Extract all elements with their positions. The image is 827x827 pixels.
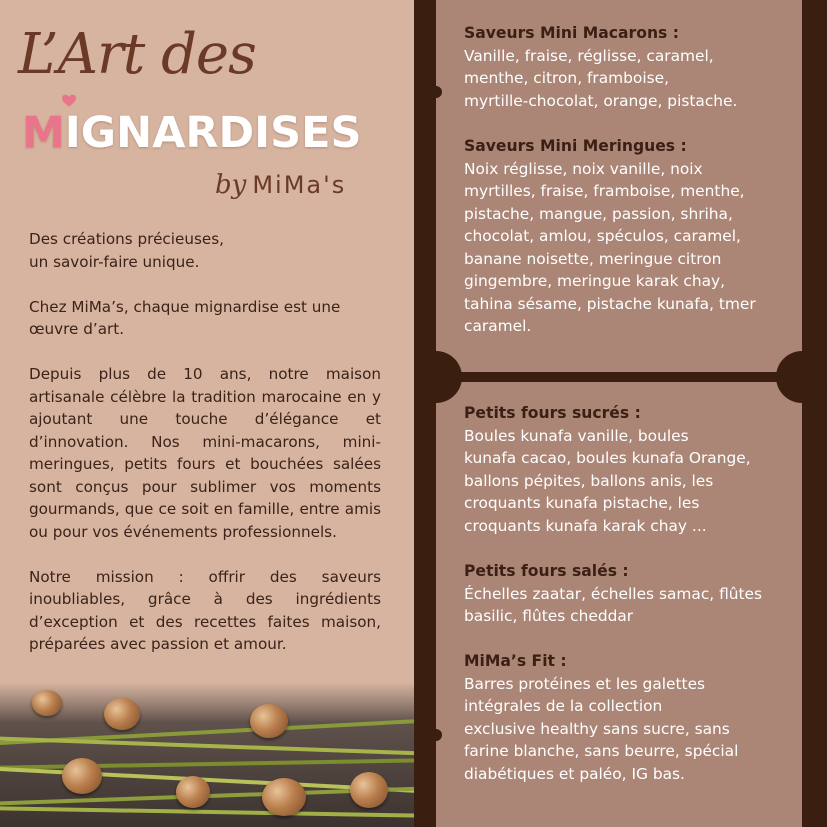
right-panel xyxy=(414,0,827,827)
section-mimas-fit xyxy=(464,650,789,785)
heart-icon xyxy=(62,94,76,108)
section-meringues xyxy=(464,135,789,338)
kunafa-ball xyxy=(32,690,62,716)
kunafa-ball xyxy=(262,778,306,816)
section-title: Petits fours salés : xyxy=(464,562,629,580)
kunafa-ball xyxy=(176,776,210,808)
logo-brand: MiMa's xyxy=(252,171,347,199)
logo-script-title: L’Art des xyxy=(18,22,256,87)
section-petits-fours-sales xyxy=(464,560,789,628)
kunafa-ball xyxy=(250,704,288,738)
section-body: Échelles zaatar, échelles samac, flûtes basilic, flûtes cheddar xyxy=(464,584,763,625)
intro-paragraph-1: Des créations précieuses, un savoir-faire unique. xyxy=(29,230,224,271)
logo-mignardises-initial: M xyxy=(22,108,65,158)
kunafa-ball xyxy=(350,772,388,808)
section-title: Saveurs Mini Meringues : xyxy=(464,137,687,155)
stem xyxy=(0,758,414,770)
section-title: MiMa’s Fit : xyxy=(464,652,567,670)
section-body: Boules kunafa vanille, boules kunafa cacao, boules kunafa Orange, ballons pépites, ballons anis, les croquants kunafa pistache, les croquants kunafa karak chay ... xyxy=(464,426,751,535)
logo-mignardises xyxy=(22,108,361,158)
section-body: Vanille, fraise, réglisse, caramel, menthe, citron, framboise, myrtille-chocolat, orange, pistache. xyxy=(464,46,738,110)
logo-byline xyxy=(215,170,346,200)
kunafa-ball xyxy=(104,698,140,730)
intro-paragraph-3: Depuis plus de 10 ans, notre maison artisanale célèbre la tradition marocaine en y ajoutant une touche d’élégance et d’innovation. Nos mini-macarons, mini-meringues, petits fours et bouchées salées sont conçus pour sublimer vos moments gourmands, que ce soit en famille, entre amis ou pour vos événements professionnels. xyxy=(29,365,381,541)
section-petits-fours-sucres xyxy=(464,402,789,537)
intro-text xyxy=(29,228,381,678)
logo-mignardises-rest: IGNARDISES xyxy=(64,108,362,158)
section-body: Barres protéines et les galettes intégrales de la collection exclusive healthy sans sucre, sans farine blanche, sans beurre, spécial diabétiques et paléo, IG bas. xyxy=(464,674,739,783)
kunafa-ball xyxy=(62,758,102,794)
section-body: Noix réglisse, noix vanille, noix myrtilles, fraise, framboise, menthe, pistache, mangue, passion, shriha, chocolat, amlou, spéculos, caramel, banane noisette, meringue citron gingembre, meringue karak chay, tahina sésame, pistache kunafa, tmer caramel. xyxy=(464,159,756,335)
section-macarons xyxy=(464,22,779,112)
intro-paragraph-2: Chez MiMa’s, chaque mignardise est une œuvre d’art. xyxy=(29,297,341,338)
decorative-photo xyxy=(0,682,414,827)
section-title: Saveurs Mini Macarons : xyxy=(464,24,679,42)
section-title: Petits fours sucrés : xyxy=(464,404,641,422)
logo-by-word: by xyxy=(215,170,247,200)
stem xyxy=(0,806,414,818)
stem xyxy=(0,736,414,755)
intro-paragraph-4: Notre mission : offrir des saveurs inoubliables, grâce à des ingrédients d’exception et des recettes faites maison, préparées avec passion et amour. xyxy=(29,567,381,653)
